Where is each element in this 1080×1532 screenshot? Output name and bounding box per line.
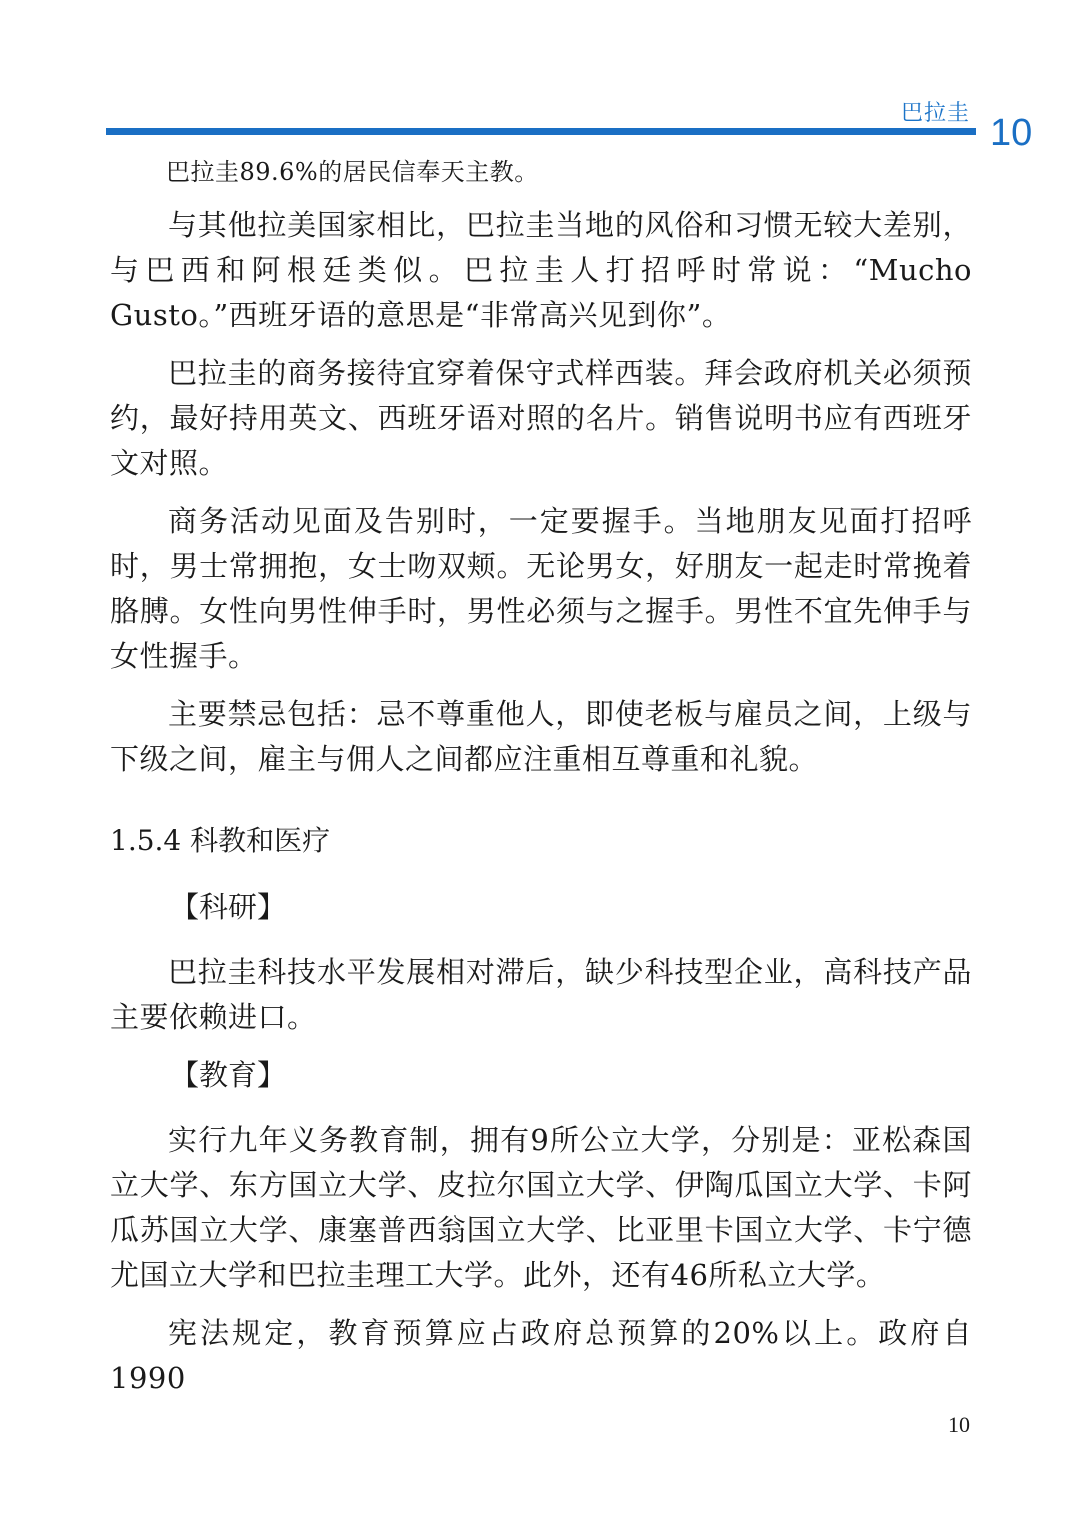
section-heading: 1.5.4 科教和医疗 [110,824,331,857]
running-header-title: 巴拉圭 [900,101,970,126]
paragraph-budget: 宪法规定，教育预算应占政府总预算的20%以上。政府自1990 [110,1316,972,1395]
paragraph-taboos: 主要禁忌包括：忌不尊重他人，即使老板与雇员之间，上级与下级之间，雇主与佣人之间都应注重相互尊重和礼貌。 [110,697,972,776]
paragraph-greetings: 商务活动见面及告别时，一定要握手。当地朋友见面打招呼时，男士常拥抱，女士吻双颊。无论男女，好朋友一起走时常挽着胳膊。女性向男性伸手时，男性必须与之握手。男性不宜先伸手与女性握手。 [110,504,972,673]
paragraph-research: 巴拉圭科技水平发展相对滞后，缺少科技型企业，高科技产品主要依赖进口。 [110,955,972,1034]
paragraph-customs: 与其他拉美国家相比，巴拉圭当地的风俗和习惯无较大差别，与巴西和阿根廷类似。巴拉圭人打招呼时常说：“Mucho Gusto。”西班牙语的意思是“非常高兴见到你”。 [110,208,972,332]
page-body [110,150,972,1414]
footer-page-number: 10 [948,1412,970,1437]
paragraph-education: 实行九年义务教育制，拥有9所公立大学，分别是：亚松森国立大学、东方国立大学、皮拉尔国立大学、伊陶瓜国立大学、卡阿瓜苏国立大学、康塞普西翁国立大学、比亚里卡国立大学、卡宁德尤国立大学和巴拉圭理工大学。此外，还有46所私立大学。 [110,1123,972,1292]
paragraph-religion: 巴拉圭89.6%的居民信奉天主教。 [166,158,539,186]
education-label: 【教育】 [170,1058,287,1092]
header-rule [106,128,976,135]
paragraph-business-dress: 巴拉圭的商务接待宜穿着保守式样西装。拜会政府机关必须预约，最好持用英文、西班牙语对照的名片。销售说明书应有西班牙文对照。 [110,356,972,480]
header-page-number: 10 [990,112,1033,154]
research-label: 【科研】 [170,890,287,924]
